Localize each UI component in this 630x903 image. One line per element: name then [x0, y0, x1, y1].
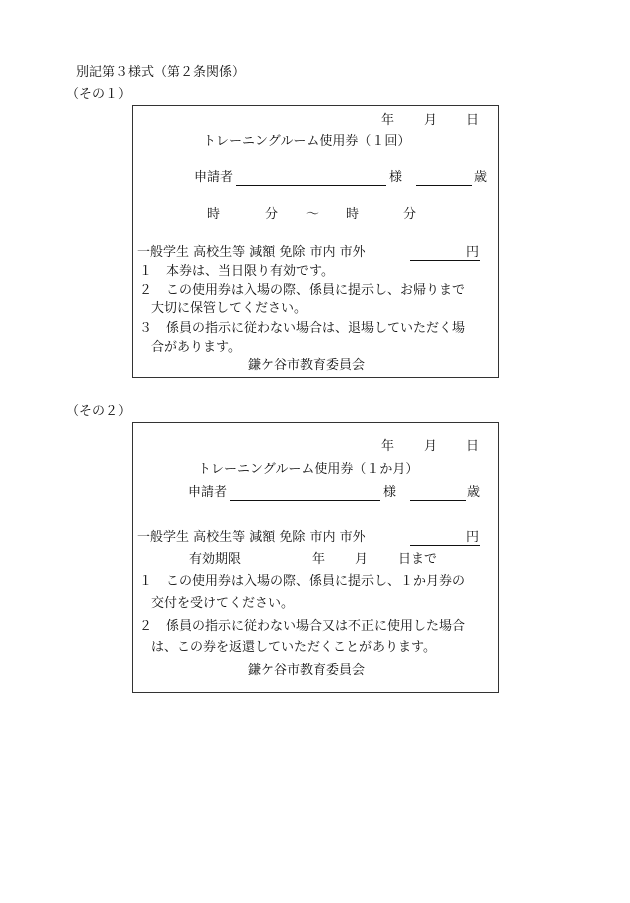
ticket1-categories: 一般学生 高校生等 減額 免除 市内 市外 [137, 245, 366, 260]
ticket2-note-text: この使用券は入場の際、係員に提示し、１か月券の [166, 574, 466, 589]
ticket2-note-num: ２ [139, 619, 153, 634]
ticket2-validity-label: 有効期限 [189, 552, 242, 567]
ticket1-honorific: 様 [389, 170, 403, 185]
ticket1-note-num: ２ [139, 283, 153, 298]
ticket1-note-text: この使用券は入場の際、係員に提示し、お帰りまで [166, 283, 466, 298]
ticket2-year: 年 [381, 439, 395, 454]
ticket2-age-line [410, 485, 466, 501]
ticket2-applicant-label: 申請者 [188, 485, 228, 500]
ticket1-note-text-cont: 大切に保管してください。 [151, 301, 308, 316]
ticket2-honorific: 様 [383, 485, 397, 500]
ticket1-note-num: １ [139, 264, 153, 279]
ticket1-applicant-label: 申請者 [194, 170, 234, 185]
ticket2-applicant-line [230, 485, 380, 501]
ticket1-tilde: ～ [306, 207, 320, 222]
ticket1-note-text: 係員の指示に従わない場合は、退場していただく場 [166, 321, 466, 336]
ticket2-month: 月 [424, 439, 438, 454]
section-label-2: （その２） [66, 404, 132, 419]
ticket1-note-text: 本券は、当日限り有効です。 [166, 264, 334, 279]
ticket2-title: トレーニングルーム使用券（１か月） [198, 462, 419, 477]
ticket1-age-label: 歳 [474, 170, 488, 185]
ticket2-note-text-cont: は、この券を返還していただくことがあります。 [151, 640, 436, 655]
ticket2-note-text: 係員の指示に従わない場合又は不正に使用した場合 [166, 619, 466, 634]
ticket2-validity-until: 日まで [398, 552, 438, 567]
form-label: 別記第３様式（第２条関係） [76, 65, 246, 80]
ticket2-issuer: 鎌ケ谷市教育委員会 [248, 663, 366, 678]
ticket2-day: 日 [466, 439, 480, 454]
section-label-1: （その１） [66, 87, 132, 102]
ticket1-currency: 円 [466, 245, 480, 260]
ticket1-minute1: 分 [265, 207, 279, 222]
ticket2-note-text-cont: 交付を受けてください。 [151, 596, 295, 611]
ticket1-day: 日 [466, 113, 480, 128]
ticket1-year: 年 [381, 113, 395, 128]
ticket2-validity-year: 年 [312, 552, 326, 567]
ticket1-issuer: 鎌ケ谷市教育委員会 [248, 358, 366, 373]
ticket2-note-num: １ [139, 574, 153, 589]
ticket1-hour2: 時 [346, 207, 360, 222]
ticket2-validity-month: 月 [355, 552, 369, 567]
ticket1-month: 月 [424, 113, 438, 128]
ticket1-note-num: ３ [139, 321, 153, 336]
ticket1-applicant-line [236, 170, 386, 186]
ticket2-age-label: 歳 [467, 485, 481, 500]
ticket2-categories: 一般学生 高校生等 減額 免除 市内 市外 [137, 530, 366, 545]
ticket1-minute2: 分 [403, 207, 417, 222]
ticket1-hour1: 時 [207, 207, 221, 222]
ticket1-age-line [416, 170, 472, 186]
ticket1-note-text-cont: 合があります。 [151, 340, 241, 355]
ticket2-currency: 円 [466, 530, 480, 545]
ticket1-title: トレーニングルーム使用券（１回） [203, 134, 411, 149]
